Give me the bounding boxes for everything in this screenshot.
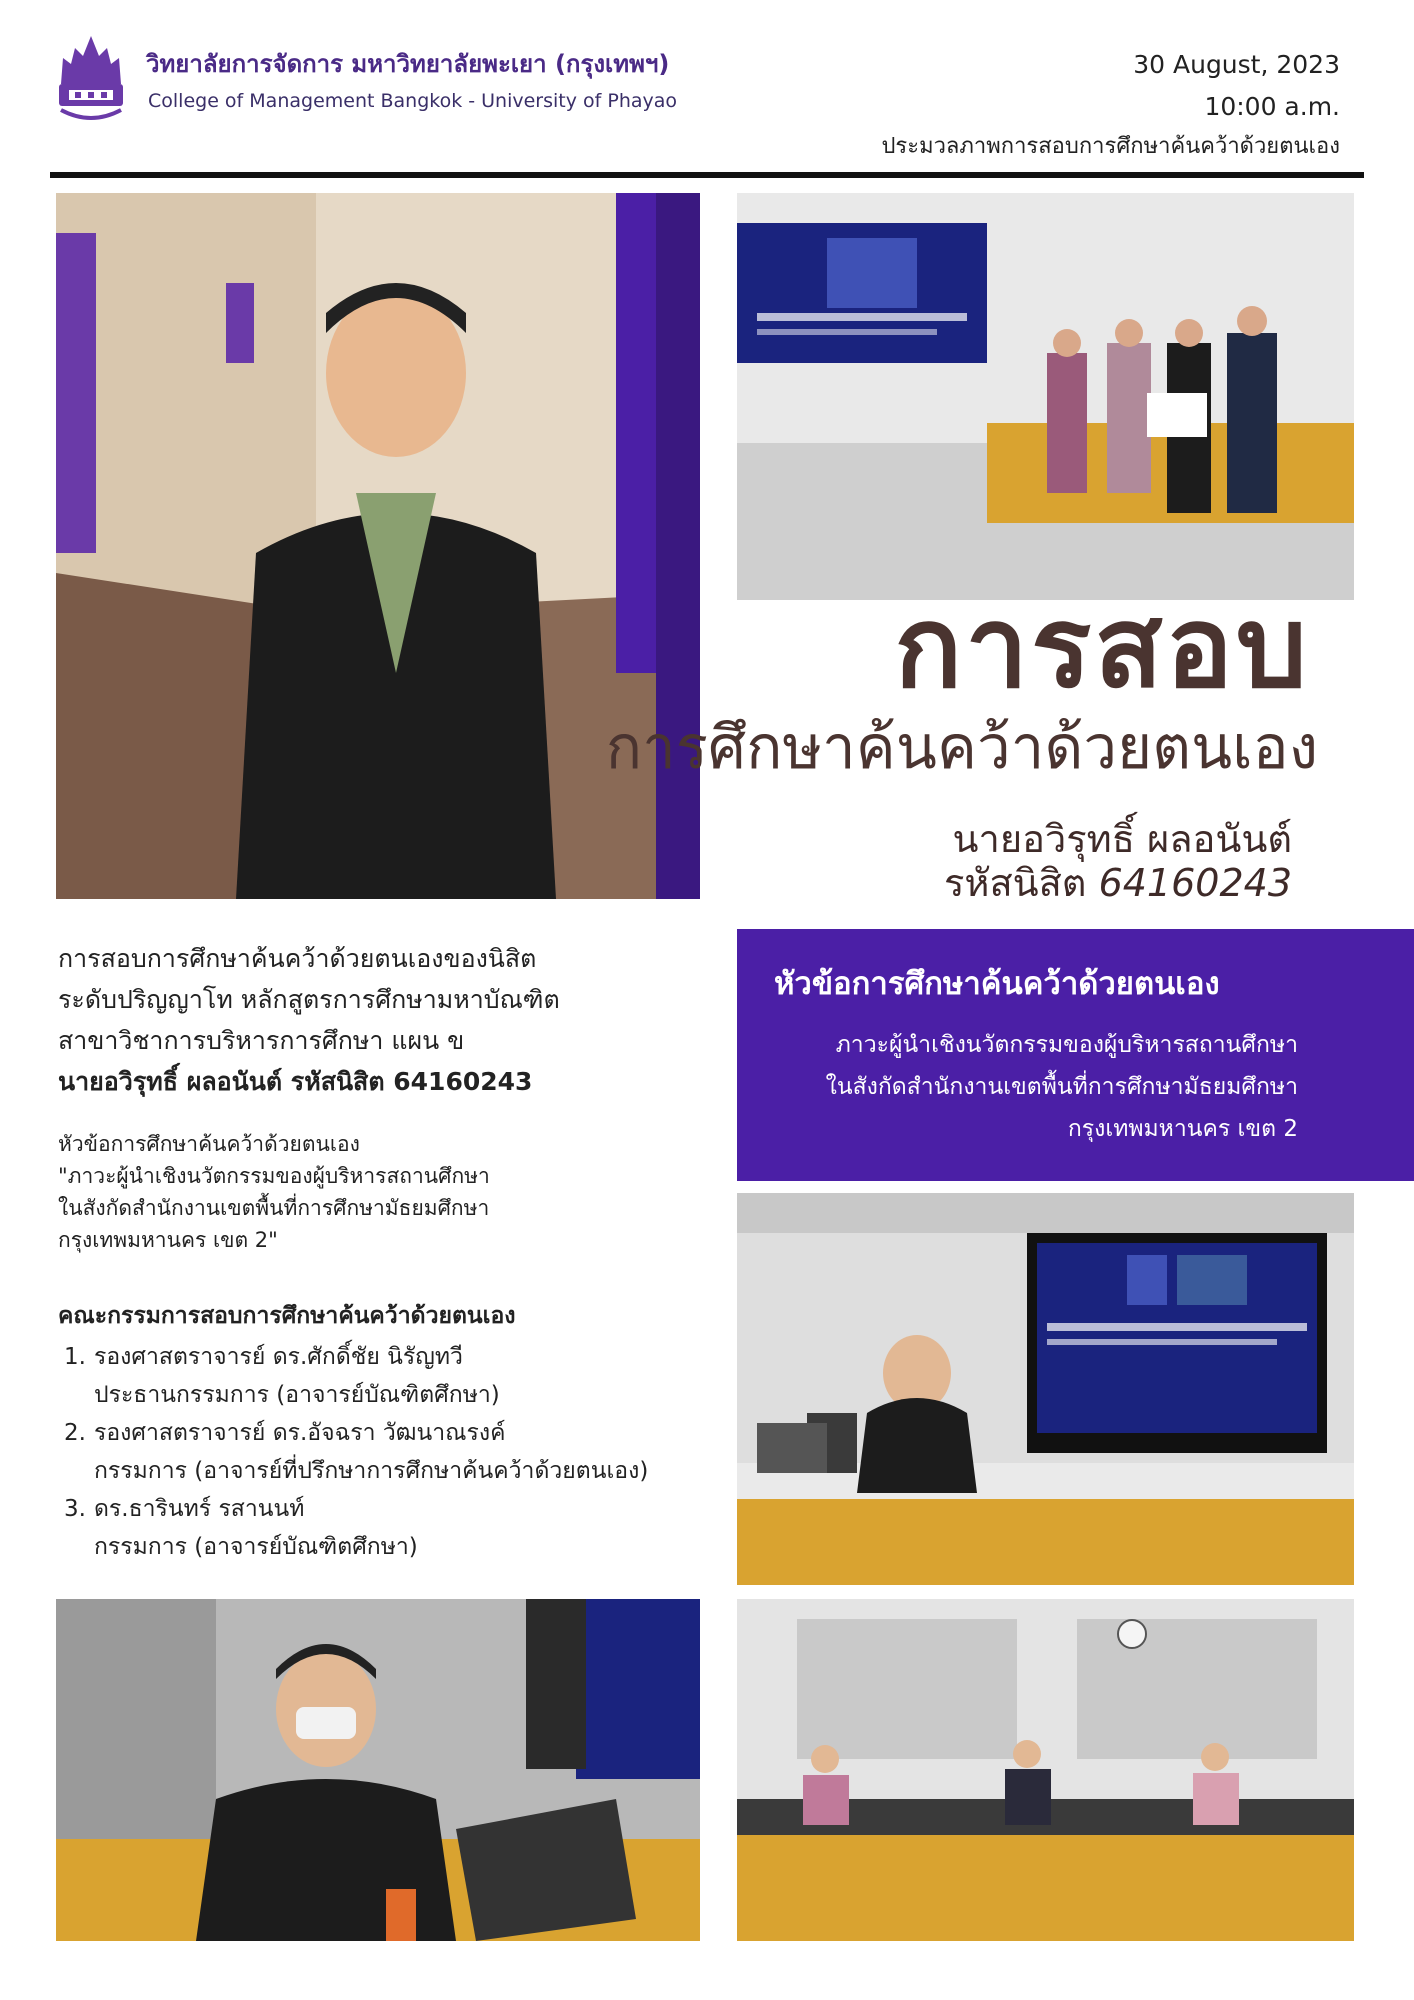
college-name-thai: วิทยาลัยการจัดการ มหาวิทยาลัยพะเยา (กรุงเทพฯ) — [146, 50, 670, 78]
photo-presentation-meeting — [737, 1193, 1354, 1585]
header-divider — [50, 172, 1364, 178]
intro-line: ระดับปริญญาโท หลักสูตรการศึกษามหาบัณฑิต — [58, 985, 560, 1014]
committee-list — [58, 1338, 718, 1566]
member-number: 3. — [64, 1496, 86, 1522]
photo-candidate-laptop — [56, 1599, 700, 1941]
topic-label: หัวข้อการศึกษาค้นคว้าด้วยตนเอง — [58, 1132, 360, 1156]
topic-box-heading: หัวข้อการศึกษาค้นคว้าด้วยตนเอง — [774, 966, 1220, 1002]
event-time: 10:00 a.m. — [1204, 92, 1340, 121]
intro-student-line: นายอวิรุทธิ์ ผลอนันต์ รหัสนิสิต 64160243 — [58, 1067, 533, 1096]
page-subtitle: การศึกษาค้นคว้าด้วยตนเอง — [605, 713, 1318, 783]
intro-paragraph — [58, 938, 718, 1102]
intro-line: สาขาวิชาการบริหารการศึกษา แผน ข — [58, 1026, 465, 1055]
college-name-english: College of Management Bangkok - University of Phayao — [148, 90, 678, 112]
university-logo — [55, 34, 127, 122]
page-caption: ประมวลภาพการสอบการศึกษาค้นคว้าด้วยตนเอง — [881, 134, 1340, 159]
topic-line: กรุงเทพมหานคร เขต 2" — [58, 1228, 278, 1252]
member-name: รองศาสตราจารย์ ดร.ศักดิ์ชัย นิรัญทวี — [94, 1344, 463, 1370]
photo-committee-members — [737, 1599, 1354, 1941]
committee-heading: คณะกรรมการสอบการศึกษาค้นคว้าด้วยตนเอง — [58, 1303, 516, 1329]
topic-box-line: กรุงเทพมหานคร เขต 2 — [1067, 1116, 1298, 1142]
committee-member — [58, 1414, 718, 1452]
topic-line: ในสังกัดสำนักงานเขตพื้นที่การศึกษามัธยมศึกษา — [58, 1196, 490, 1220]
photo-student-portrait — [56, 193, 700, 899]
student-id: 64160243 — [1098, 861, 1292, 905]
topic-box-line: ภาวะผู้นำเชิงนวัตกรรมของผู้บริหารสถานศึกษา — [835, 1032, 1298, 1058]
intro-line: การสอบการศึกษาค้นคว้าด้วยตนเองของนิสิต — [58, 944, 537, 973]
student-id-label: รหัสนิสิต — [943, 861, 1087, 905]
topic-block — [58, 1128, 678, 1256]
topic-line: "ภาวะผู้นำเชิงนวัตกรรมของผู้บริหารสถานศึกษา — [58, 1164, 490, 1188]
student-id-line — [944, 852, 1292, 913]
topic-box-line: ในสังกัดสำนักงานเขตพื้นที่การศึกษามัธยมศึกษา — [825, 1074, 1298, 1100]
member-number: 1. — [64, 1344, 86, 1370]
member-name: รองศาสตราจารย์ ดร.อัจฉรา วัฒนาณรงค์ — [94, 1420, 506, 1446]
committee-member — [58, 1490, 718, 1528]
photo-group-certificate — [737, 193, 1354, 600]
page-title: การสอบ — [894, 583, 1310, 713]
member-role: กรรมการ (อาจารย์บัณฑิตศึกษา) — [94, 1534, 418, 1560]
member-number: 2. — [64, 1420, 86, 1446]
topic-box-body — [698, 1024, 1298, 1150]
member-name: ดร.ธารินทร์ รสานนท์ — [94, 1496, 305, 1522]
committee-member — [58, 1338, 718, 1376]
member-role: ประธานกรรมการ (อาจารย์บัณฑิตศึกษา) — [94, 1382, 500, 1408]
student-name: นายอวิรุทธิ์ ผลอนันต์ — [952, 817, 1292, 861]
event-date: 30 August, 2023 — [1133, 50, 1340, 79]
member-role: กรรมการ (อาจารย์ที่ปรึกษาการศึกษาค้นคว้าด้วยตนเอง) — [94, 1458, 649, 1484]
